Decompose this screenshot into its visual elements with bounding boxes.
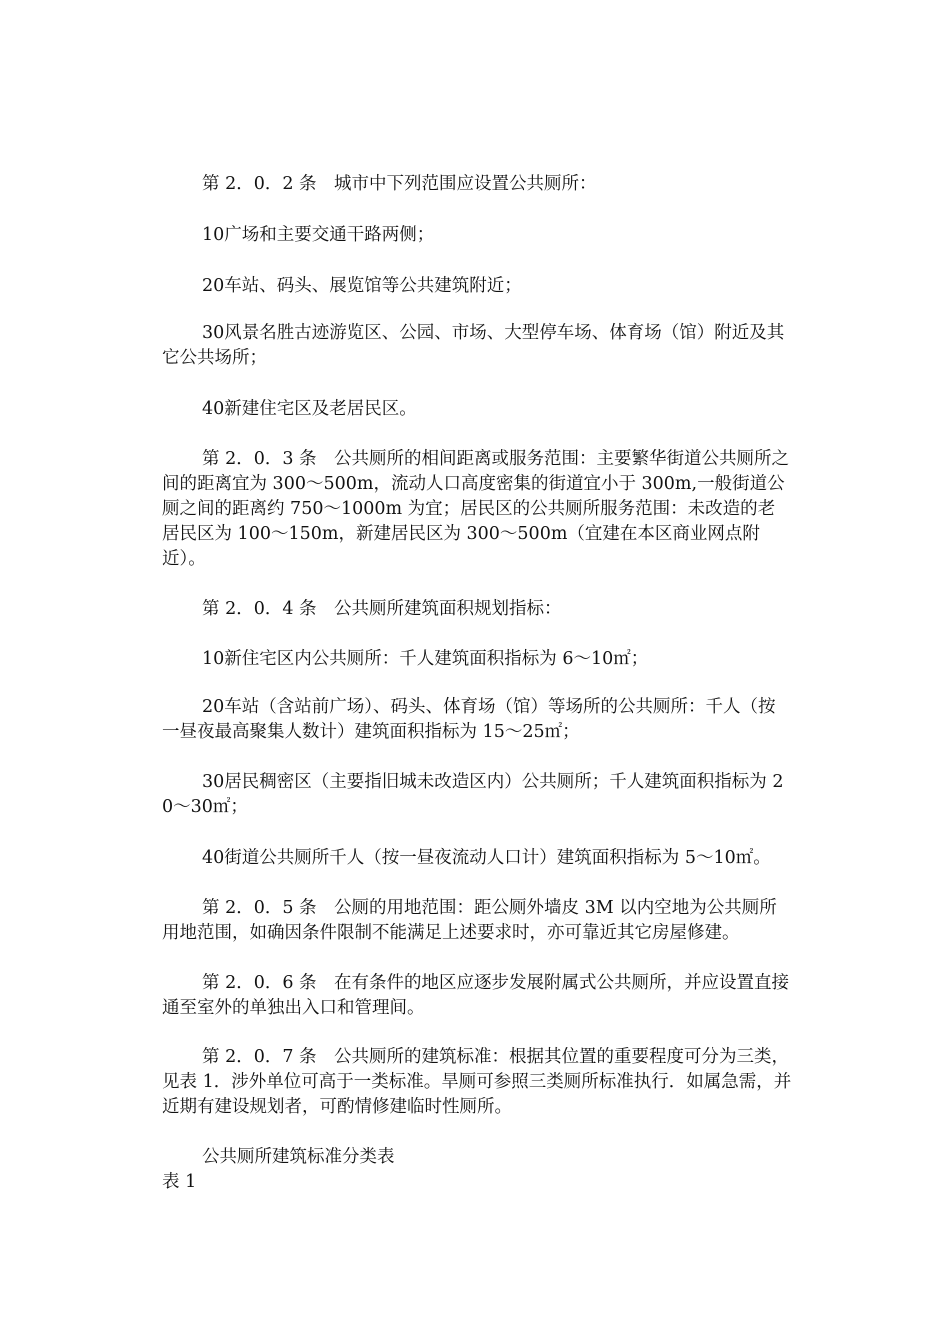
list-item: 20车站（含站前广场）、码头、体育场（馆）等场所的公共厕所：千人（按一昼夜最高聚集人数计）建筑面积指标为 15～25㎡； — [162, 697, 776, 742]
list-item: 10广场和主要交通干路两侧； — [202, 225, 435, 245]
article-2-0-7-paragraph: 第 2．0．7 条 公共厕所的建筑标准：根据其位置的重要程度可分为三类，见表 1．涉外单位可高于一类标准。旱厕可参照三类厕所标准执行．如属急需，并近期有建设规划者，可酌情修建临时性厕所。 — [162, 1047, 792, 1117]
list-item: 10新住宅区内公共厕所：千人建筑面积指标为 6～10㎡； — [202, 649, 649, 669]
list-item: 40街道公共厕所千人（按一昼夜流动人口计）建筑面积指标为 5～10㎡。 — [202, 848, 771, 868]
article-2-0-4-heading: 第 2．0．4 条 公共厕所建筑面积规划指标： — [202, 599, 562, 619]
list-item: 30居民稠密区（主要指旧城未改造区内）公共厕所；千人建筑面积指标为 20～30㎡； — [162, 772, 784, 817]
table-caption: 公共厕所建筑标准分类表 — [202, 1147, 395, 1167]
article-2-0-3-paragraph: 第 2．0．3 条 公共厕所的相间距离或服务范围：主要繁华街道公共厕所之间的距离宜为 300～500m，流动人口高度密集的街道宜小于 300m,一般街道公厕之间的距离约 750～1000m 为宜；居民区的公共厕所服务范围：未改造的老居民区为 100～150m，新建居民区为 300～500m（宜建在本区商业网点附近）。 — [162, 449, 790, 569]
table-label: 表 1 — [162, 1172, 197, 1192]
article-2-0-5-paragraph: 第 2．0．5 条 公厕的用地范围：距公厕外墙皮 3M 以内空地为公共厕所用地范围，如确因条件限制不能满足上述要求时，亦可靠近其它房屋修建。 — [162, 898, 777, 943]
article-2-0-6-paragraph: 第 2．0．6 条 在有条件的地区应逐步发展附属式公共厕所，并应设置直接通至室外的单独出入口和管理间。 — [162, 973, 790, 1018]
list-item: 40新建住宅区及老居民区。 — [202, 399, 417, 419]
article-2-0-2-heading: 第 2．0．2 条 城市中下列范围应设置公共厕所： — [202, 174, 597, 194]
list-item: 30风景名胜古迹游览区、公园、市场、大型停车场、体育场（馆）附近及其它公共场所； — [162, 323, 785, 368]
list-item: 20车站、码头、展览馆等公共建筑附近； — [202, 276, 522, 296]
